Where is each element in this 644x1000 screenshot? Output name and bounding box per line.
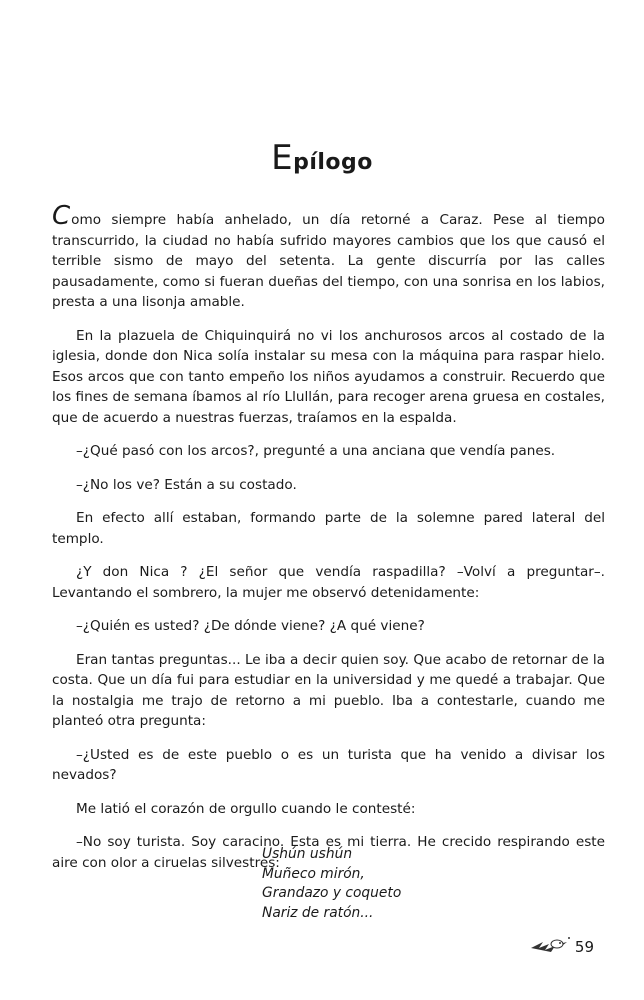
chapter-title <box>0 138 644 178</box>
bird-ornament-icon <box>529 934 571 960</box>
title-initial: E <box>271 138 294 178</box>
paragraph-10: Me latió el corazón de orgullo cuando le contesté: <box>76 800 416 817</box>
paragraph-9: –¿Usted es de este pueblo o es un turista que ha venido a divisar los nevados? <box>52 746 605 783</box>
paragraph-3: –¿Qué pasó con los arcos?, pregunté a una anciana que vendía panes. <box>76 443 556 459</box>
poem-line: Ushún ushún <box>262 846 353 862</box>
paragraph-7: –¿Quién es usted? ¿De dónde viene? ¿A qué viene? <box>76 618 425 634</box>
page-number: 59 <box>574 938 594 956</box>
poem-line: Nariz de ratón... <box>262 904 374 921</box>
page-footer <box>529 934 594 960</box>
paragraph-8: Eran tantas preguntas... Le iba a decir quien soy. Que acabo de retornar de la costa. Que un día fui para estudiar en la universidad y me quedé a trabajar. Que la nostalgia me trajo de retorno a mi pueblo. Iba a contestarle, cuando me planteó otra pregunta: <box>52 651 605 729</box>
poem-line: Muñeco mirón, <box>262 865 365 882</box>
paragraph-1-text: omo siempre había anhelado, un día retorné a Caraz. Pese al tiempo transcurrido, la ciudad no había sufrido mayores cambios que los que causó el terrible sismo de mayo del setenta. La gente discurría por las calles pausadamente, como si fueran dueñas del tiempo, con una sonrisa en los labios, presta a una lisonja amable. <box>52 212 605 310</box>
paragraph-11: –No soy turista. Soy caracino. Esta es mi tierra. He crecido respirando este aire con olor a ciruelas silvestres: <box>52 834 605 871</box>
paragraph-1 <box>52 201 605 313</box>
poem-line: Grandazo y coqueto <box>262 885 402 901</box>
poem <box>262 845 401 923</box>
paragraph-4: –¿No los ve? Están a su costado. <box>76 476 297 493</box>
drop-cap: C <box>52 201 71 231</box>
paragraph-6: ¿Y don Nica ? ¿El señor que vendía raspadilla? –Volví a preguntar–. Levantando el sombrero, la mujer me observó detenidamente: <box>52 564 605 601</box>
body-text <box>52 201 605 886</box>
title-rest: pílogo <box>293 150 373 175</box>
paragraph-5: En efecto allí estaban, formando parte de la solemne pared lateral del templo. <box>52 510 605 547</box>
paragraph-2: En la plazuela de Chiquinquirá no vi los anchurosos arcos al costado de la iglesia, donde don Nica solía instalar su mesa con la máquina para raspar hielo. Esos arcos que con tanto empeño los niños ayudamos a construir. Recuerdo que los fines de semana íbamos al río Llullán, para recoger arena gruesa en costales, que de acuerdo a nuestras fuerzas, traíamos en la espalda. <box>52 327 605 426</box>
